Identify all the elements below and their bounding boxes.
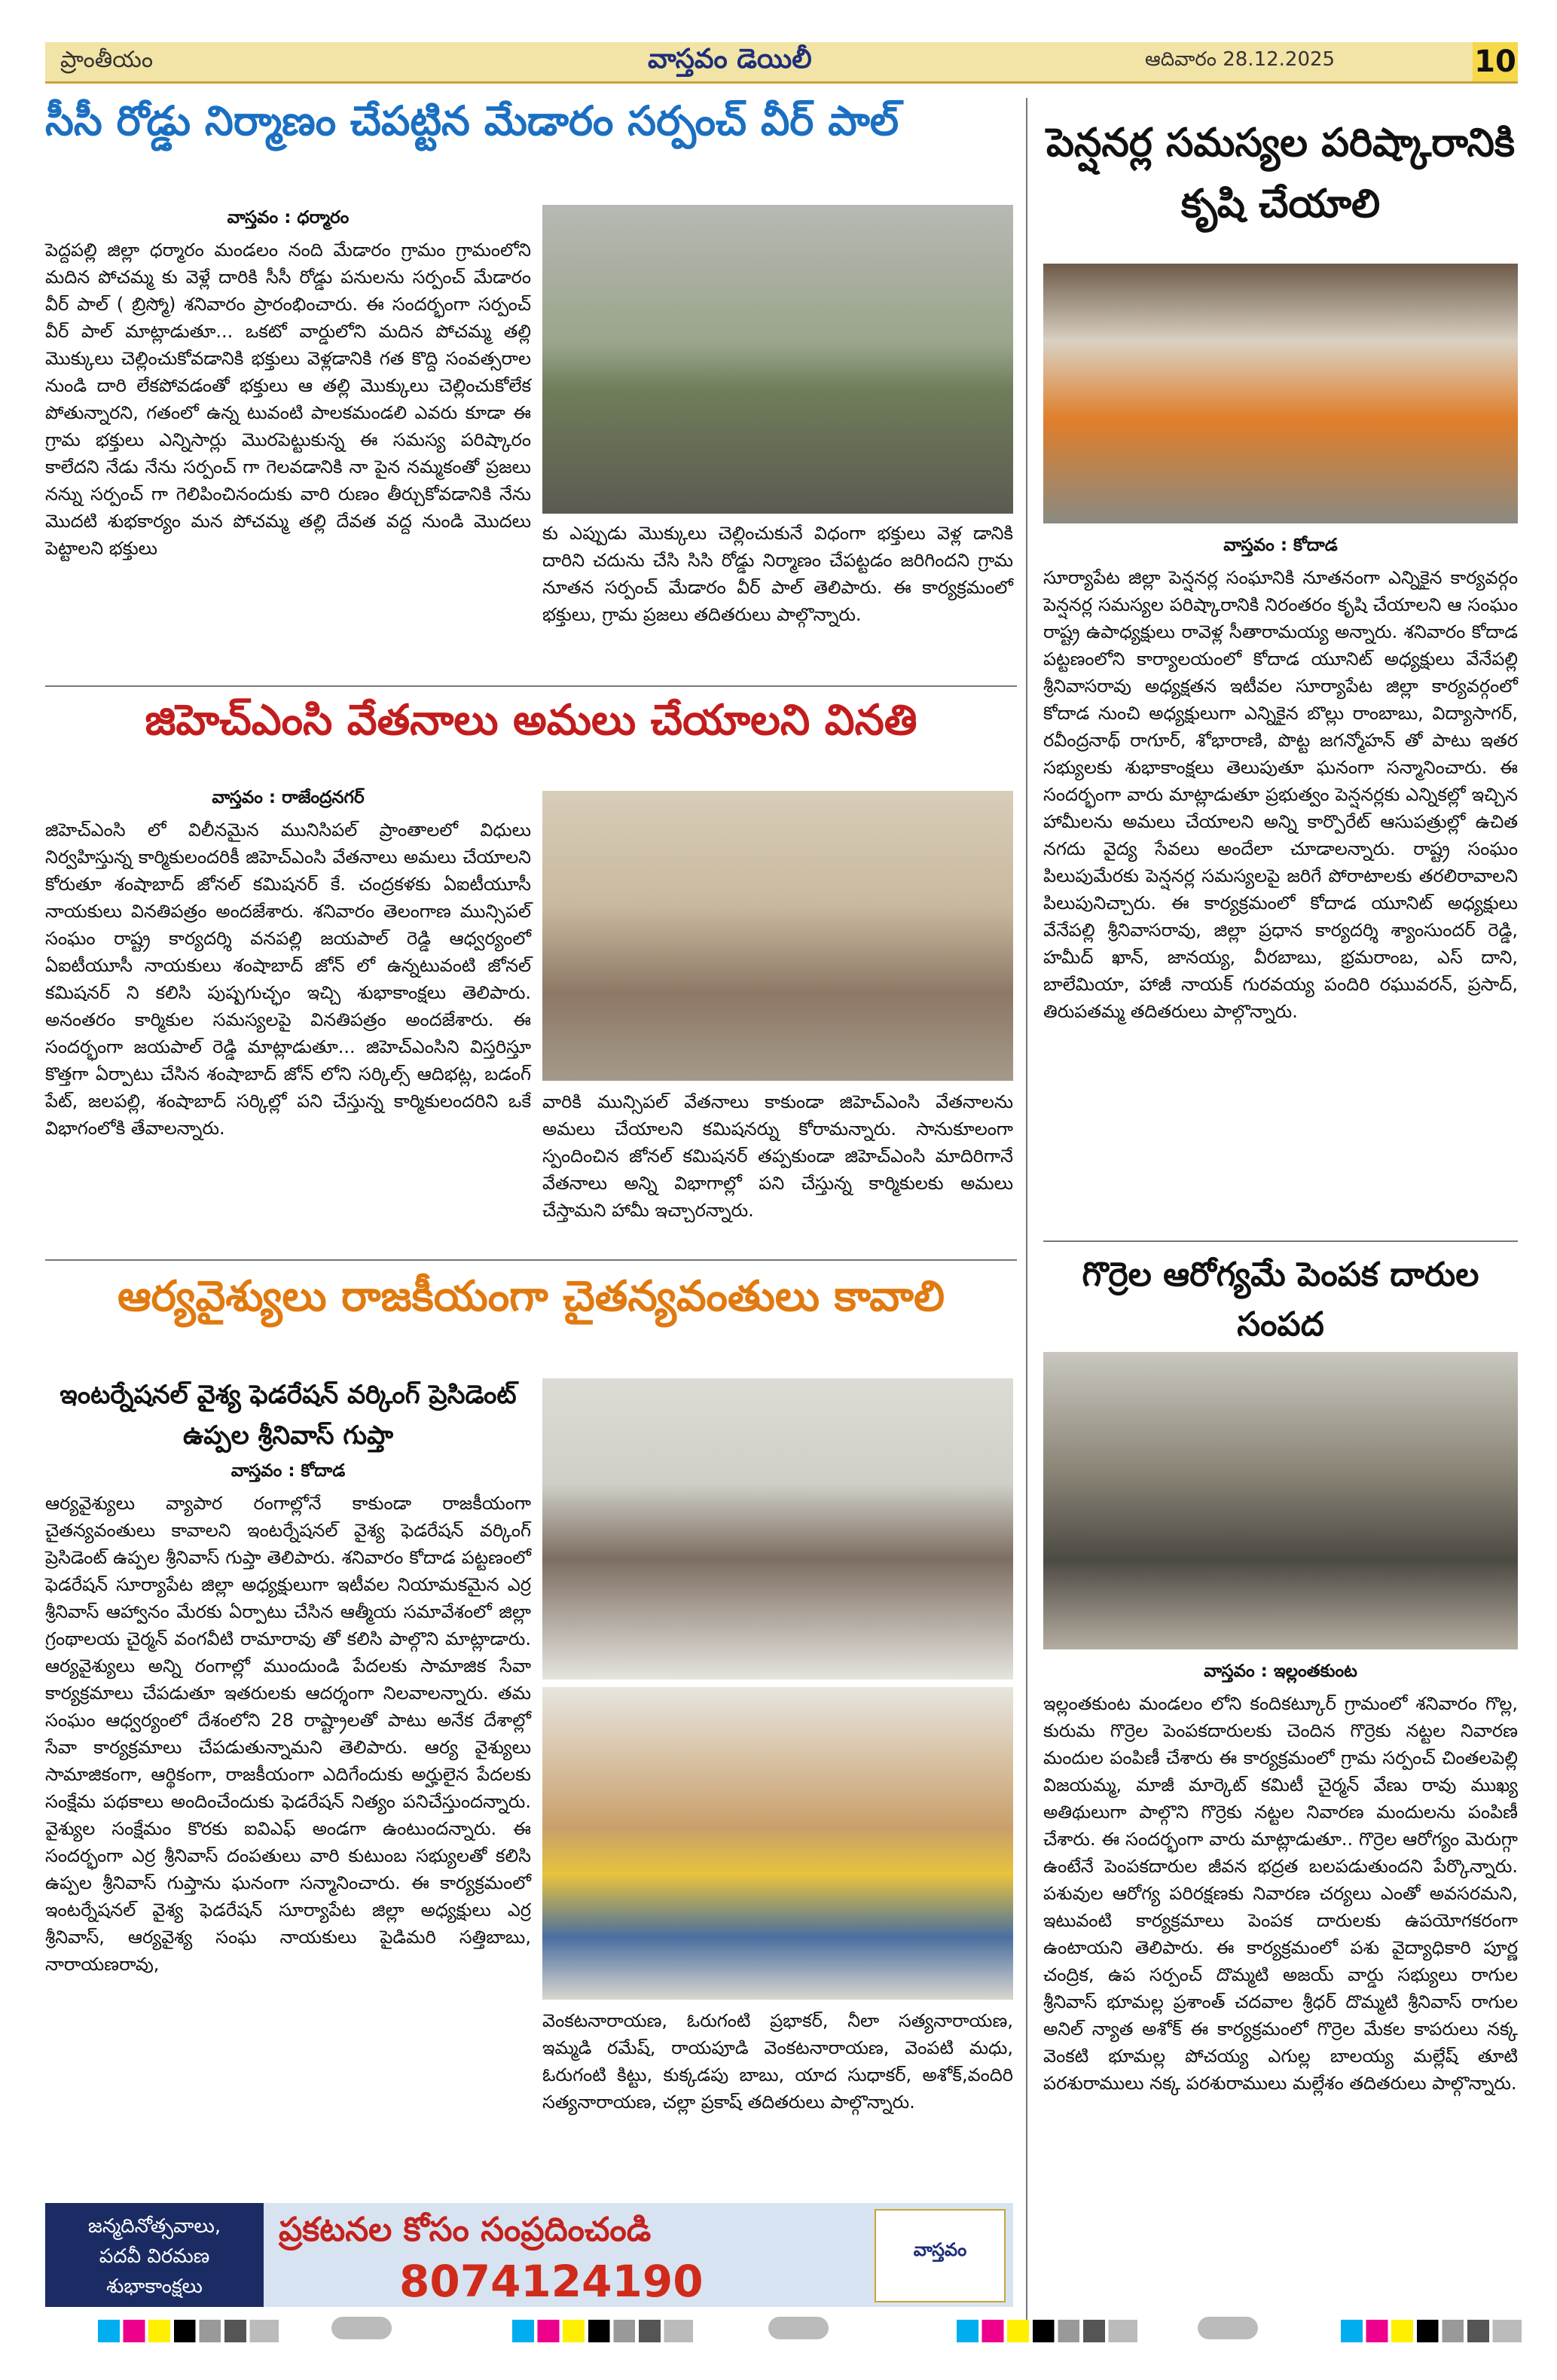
article-sheep-health — [1043, 1250, 1518, 1350]
article-text: పెద్దపల్లి జిల్లా ధర్మారం మండలం నంది మేడారం గ్రామం గ్రామంలోని మదిన పోచమ్మ కు వెళ్లే దారికి సీసీ రోడ్డు పనులను సర్పంచ్ మేడారం వీర్ పాల్ ( బ్రిస్మో) శనివారం ప్రారంభించారు. ఈ సందర్భంగా సర్పంచ్ వీర్ పాల్ మాట్లాడుతూ... ఒకటో వార్డులోని మదిన పోచమ్మ తల్లి మొక్కులు చెల్లించుకోవడానికి భక్తులు వెళ్లడానికి గత కొద్ది సంవత్సరాల నుండి దారి లేకపోవడంతో భక్తులు ఆ తల్లి మొక్కులు చెల్లించుకోలేక పోతున్నారని, గతంలో ఉన్న టువంటి పాలకమండలి ఎవరు కూడా ఈ గ్రామ భక్తులు ఎన్నిసార్లు మొరపెట్టుకున్న ఈ సమస్య పరిష్కారం కాలేదని నేడు నేను సర్పంచ్ గా గెలవడానికి నా పైన నమ్మకంతో ప్రజలు నన్ను సర్పంచ్ గా గెలిపించినందుకు వారి రుణం తీర్చుకోవడానికి నేను మొదటి శుభకార్యం మన పోచమ్మ తల్లి దేవత వద్ద నుండి మొదలు పెట్టాలని భక్తులు — [45, 240, 531, 559]
article-arya-vysya — [45, 1273, 1017, 1321]
article-text: కు ఎప్పుడు మొక్కులు చెల్లించుకునే విధంగా భక్తులు వెళ్ల డానికి దారిని చదును చేసి సిసి రోడ్డు నిర్మాణం చేపట్టడం జరిగిందని గ్రామ నూతన సర్పంచ్ మేడారం వీర్ పాల్ తెలిపారు. ఈ కార్యక్రమంలో భక్తులు, గ్రామ ప్రజలు తదితరులు పాల్గొన్నారు. — [542, 523, 1013, 625]
photo-sheep-health — [1043, 1352, 1518, 1649]
ad-phone-number: 8074124190 — [399, 2256, 704, 2307]
article-cc-road-body-right — [542, 520, 1013, 628]
byline: వాస్తవం : కోదాడ — [230, 1460, 346, 1481]
article-text: ఆర్యవైశ్యులు వ్యాపార రంగాల్లోనే కాకుండా రాజకీయంగా చైతన్యవంతులు కావాలని ఇంటర్నేషనల్ వైశ్య ఫెడరేషన్ వర్కింగ్ ప్రెసిడెంట్ ఉప్పల శ్రీనివాస్ గుప్తా తెలిపారు. శనివారం కోదాడ పట్టణంలో ఫెడరేషన్ సూర్యాపేట జిల్లా అధ్యక్షులుగా ఇటీవల నియామకమైన ఎర్ర శ్రీనివాస్ ఆహ్వానం మేరకు ఏర్పాటు చేసిన ఆత్మీయ సమావేశంలో జిల్లా గ్రంథాలయ చైర్మన్ వంగవీటి రామారావు తో కలిసి పాల్గొని మాట్లాడారు. ఆర్యవైశ్యులు అన్ని రంగాల్లో ముందుండి పేదలకు సామాజిక సేవా కార్యక్రమాలు చేపడుతూ ఇతరులకు ఆదర్శంగా నిలవాలన్నారు. తమ సంఘం ఆధ్వర్యంలో దేశంలోని 28 రాష్ట్రాలతో పాటు అనేక దేశాల్లో సేవా కార్యక్రమాలు చేపడుతున్నామని తెలిపారు. ఆర్య వైశ్యులు సామాజికంగా, ఆర్థికంగా, రాజకీయంగా ఎదిగేందుకు అర్హులైన పేదలకు సంక్షేమ పథకాలు అందించేందుకు ఫెడరేషన్ నిత్యం పనిచేస్తుందన్నారు. వైశ్యుల సంక్షేమం కొరకు ఐవిఎఫ్ అండగా ఉంటుందన్నారు. ఈ సందర్భంగా ఎర్ర శ్రీనివాస్ దంపతులు వారి కుటుంబ సభ్యులతో కలిసి ఉప్పల శ్రీనివాస్ గుప్తాను ఘనంగా సన్మానించారు. ఈ కార్యక్రమంలో ఇంటర్నేషనల్ వైశ్య ఫెడరేషన్ సూర్యాపేట జిల్లా అధ్యక్షులు ఎర్ర శ్రీనివాస్, ఆర్యవైశ్య సంఘ నాయకులు పైడిమరి సత్తిబాబు, నారాయణరావు, — [45, 1492, 531, 1975]
article-ghmc — [45, 697, 1017, 745]
registration-mark — [768, 2317, 829, 2339]
photo-arya-vysya-meeting — [542, 1378, 1013, 1680]
column-divider — [1026, 98, 1027, 2327]
article-text: జిహెచ్ఎంసి లో విలీనమైన మునిసిపల్ ప్రాంతాలలో విధులు నిర్వహిస్తున్న కార్మికులందరికీ జిహెచ్ఎంసి వేతనాలు అమలు చేయాలని కోరుతూ శంషాబాద్ జోనల్ కమిషనర్ కే. చంద్రకళకు ఏఐటీయూసీ నాయకులు వినతిపత్రం అందజేశారు. శనివారం తెలంగాణ మున్సిపల్ సంఘం రాష్ట్ర కార్యదర్శి వనపల్లి జయపాల్ రెడ్డి ఆధ్వర్యంలో ఏఐటీయూసీ నాయకులు శంషాబాద్ జోన్ లో ఉన్నటువంటి జోనల్ కమిషనర్ ని కలిసి పుష్పగుచ్ఛం ఇచ్చి శుభాకాంక్షలు తెలిపారు. అనంతరం కార్మికుల సమస్యలపై వినతిపత్రం అందజేశారు. ఈ సందర్భంగా జయపాల్ రెడ్డి మాట్లాడుతూ... జిహెచ్ఎంసిని విస్తరిస్తూ కొత్తగా ఏర్పాటు చేసిన శంషాబాద్ జోన్ లోని సర్కిల్స్ ఆదిభట్ల, బడంగ్ పేట్, జలపల్లి, శంషాబాద్ సర్కిల్లో పని చేస్తున్న కార్మికులందరిని ఒకే విభాగంలోకి తేవాలన్నారు. — [45, 819, 531, 1139]
registration-mark — [1198, 2317, 1258, 2339]
ad-line: పదవీ విరమణ — [99, 2245, 210, 2268]
photo-pensioners — [1043, 264, 1518, 523]
article-pensioners-body — [1043, 531, 1518, 1025]
color-bar — [512, 2320, 693, 2342]
article-arya-vysya-body-left — [45, 1375, 531, 1978]
article-sheep-health-body — [1043, 1657, 1518, 2097]
ad-logo — [875, 2209, 1006, 2302]
headline: ఆర్యవైశ్యులు రాజకీయంగా చైతన్యవంతులు కావాలి — [117, 1272, 945, 1321]
registration-mark — [331, 2317, 392, 2339]
ad-line: జన్మదినోత్సవాలు, — [87, 2215, 221, 2238]
article-cc-road-body-left — [45, 203, 531, 562]
color-bar — [1341, 2320, 1522, 2342]
byline: వాస్తవం : ధర్మారం — [227, 208, 350, 227]
article-ghmc-body-right — [542, 1088, 1013, 1224]
page-header — [45, 42, 1518, 84]
divider — [1043, 1240, 1518, 1242]
headline: గొర్రెల ఆరోగ్యమే పెంపక దారుల సంపద — [1082, 1256, 1479, 1344]
byline: వాస్తవం : రాజేంద్రనగర్ — [212, 788, 365, 807]
ad-line: శుభాకాంక్షలు — [106, 2275, 203, 2298]
photo-ghmc — [542, 791, 1013, 1081]
article-text: వెంకటనారాయణ, ఓరుగంటి ప్రభాకర్, నీలా సత్యనారాయణ, ఇమ్మడి రమేష్, రాయపూడి వెంకటనారాయణ, వెంపటి మధు, ఓరుగంటి కిట్టు, కుక్కడపు బాబు, యాద సుధాకర్, అశోక్,వందిరి సత్యనారాయణ, చల్లా ప్రకాష్ తదితరులు పాల్గొన్నారు. — [542, 2010, 1013, 2113]
article-arya-vysya-body-right — [542, 2007, 1013, 2116]
photo-arya-vysya-felicitation — [542, 1687, 1013, 2000]
color-bar — [98, 2320, 279, 2342]
advertisement-banner — [45, 2203, 1013, 2307]
page-number: 10 — [1473, 42, 1518, 81]
photo-cc-road — [542, 205, 1013, 514]
divider — [45, 1259, 1017, 1261]
article-text: వారికి మున్సిపల్ వేతనాలు కాకుండా జిహెచ్ఎంసి వేతనాలను అమలు చేయాలని కమిషనర్ను కోరామన్నారు. సానుకూలంగా స్పందించిన జోనల్ కమిషనర్ తప్పకుండా జిహెచ్ఎంసి మాదిరిగానే వేతనాలు అన్ని విభాగాల్లో పని చేస్తున్న కార్మికులకు అమలు చేస్తామని హామీ ఇచ్చారన్నారు. — [542, 1091, 1013, 1221]
article-cc-road — [45, 98, 1017, 145]
issue-date: ఆదివారం 28.12.2025 — [1145, 48, 1336, 71]
ad-logo-text: వాస్తవం — [913, 2239, 967, 2260]
article-pensioners — [1043, 113, 1518, 234]
headline: జిహెచ్ఎంసి వేతనాలు అమలు చేయాలని వినతి — [145, 696, 917, 745]
subheadline: ఇంటర్నేషనల్ వైశ్య ఫెడరేషన్ వర్కింగ్ ప్రెసిడెంట్ ఉప్పల శ్రీనివాస్ గుప్తా — [60, 1380, 517, 1451]
article-text: సూర్యాపేట జిల్లా పెన్షనర్ల సంఘానికి నూతనంగా ఎన్నికైన కార్యవర్గం పెన్షనర్ల సమస్యల పరిష్కారానికి నిరంతరం కృషి చేయాలని ఆ సంఘం రాష్ట్ర ఉపాధ్యక్షులు రావెళ్ల సీతారామయ్య అన్నారు. శనివారం కోదాడ పట్టణంలోని కార్యాలయంలో కోదాడ యూనిట్ అధ్యక్షులు వేనేపల్లి శ్రీనివాసరావు అధ్యక్షతన ఇటీవల సూర్యాపేట జిల్లా కార్యవర్గంలో కోదాడ నుంచి అధ్యక్షులుగా ఎన్నికైన బొల్లు రాంబాబు, విద్యాసాగర్, రవీంద్రనాథ్ రాగూర్, శోభారాణి, పొట్ట జగన్మోహన్ తో పాటు ఇతర సభ్యులకు శుభాకాంక్షలు తెలుపుతూ ఘనంగా సన్మానించారు. ఈ సందర్భంగా వారు మాట్లాడుతూ ప్రభుత్వం పెన్షనర్లకు ఎన్నికల్లో ఇచ్చిన హామీలను అమలు చేయాలని అన్ని కార్పొరేట్ ఆసుపత్రుల్లో ఉచిత నగదు వైద్య సేవలు అందేలా చూడాలన్నారు. రాష్ట్ర సంఘం పిలుపుమేరకు పెన్షనర్ల సమస్యలపై జరిగే పోరాటాలకు తరలిరావాలని పిలుపునిచ్చారు. ఈ కార్యక్రమంలో కోదాడ యూనిట్ అధ్యక్షులు వేనేపల్లి శ్రీనివాసరావు, జిల్లా ప్రధాన కార్యదర్శి శ్యాంసుందర్ రెడ్డి, హమీద్ ఖాన్, జానయ్య, వీరబాబు, భ్రమరాంబ, ఎస్ దాని, బాలేమియా, హాజీ నాయక్ గురవయ్య పందిరి రఘువరన్, ప్రసాద్, తిరుపతమ్మ తదితరులు పాల్గొన్నారు. — [1043, 567, 1518, 1022]
byline: వాస్తవం : ఇల్లంతకుంట — [1204, 1661, 1357, 1681]
masthead: వాస్తవం డెయిలీ — [648, 44, 812, 75]
byline: వాస్తవం : కోదాడ — [1223, 536, 1338, 555]
headline: సీసీ రోడ్డు నిర్మాణం చేపట్టిన మేడారం సర్పంచ్ వీర్ పాల్ — [45, 97, 899, 145]
article-ghmc-body-left — [45, 783, 531, 1142]
article-text: ఇల్లంతకుంట మండలం లోని కందికట్కూర్ గ్రామంలో శనివారం గొల్ల, కురుమ గొర్రెల పెంపకదారులకు చెందిన గొర్రెకు నట్టల నివారణ మందుల పంపిణీ చేశారు ఈ కార్యక్రమంలో గ్రామ సర్పంచ్ చింతలపెల్లి విజయమ్మ, మాజీ మార్కెట్ కమిటీ చైర్మన్ వేణు రావు ముఖ్య అతిథులుగా పాల్గొని గొర్రెకు నట్టల నివారణ మందులను పంపిణీ చేశారు. ఈ సందర్భంగా వారు మాట్లాడుతూ.. గొర్రెల ఆరోగ్యం మెరుగ్గా ఉంటేనే పెంపకదారుల జీవన భద్రత బలపడుతుందని పేర్కొన్నారు. పశువుల ఆరోగ్య పరిరక్షణకు నివారణ చర్యలు ఎంతో అవసరమని, ఇటువంటి కార్యక్రమాలు పెంపక దారులకు ఉపయోగకరంగా ఉంటాయని తెలిపారు. ఈ కార్యక్రమంలో పశు వైద్యాధికారి పూర్ణ చంద్రిక, ఉప సర్పంచ్ దొమ్మటి అజయ్ వార్డు సభ్యులు రాగుల శ్రీనివాస్ భూమల్ల ప్రశాంత్ చదవాల శ్రీధర్ దొమ్మటి శ్రీనివాస్ రాగుల అనిల్ న్యాత అశోక్ ఈ కార్యక్రమంలో గొర్రెల మేకల కాపరులు నక్క వెంకటి భూమల్ల పోచయ్య ఎగుల్ల బాలయ్య మల్లేష్ తూటి పరశురాములు నక్క పరశురాములు మల్లేశం తదితరులు పాల్గొన్నారు. — [1043, 1693, 1518, 2094]
section-label: ప్రాంతీయం — [60, 47, 154, 73]
headline: పెన్షనర్ల సమస్యల పరిష్కారానికి కృషి చేయాలి — [1046, 121, 1516, 227]
ad-contact-label: ప్రకటనల కోసం సంప్రదించండి — [279, 2211, 652, 2249]
color-bar — [957, 2320, 1137, 2342]
ad-occasions — [45, 2203, 264, 2307]
divider — [45, 685, 1017, 687]
